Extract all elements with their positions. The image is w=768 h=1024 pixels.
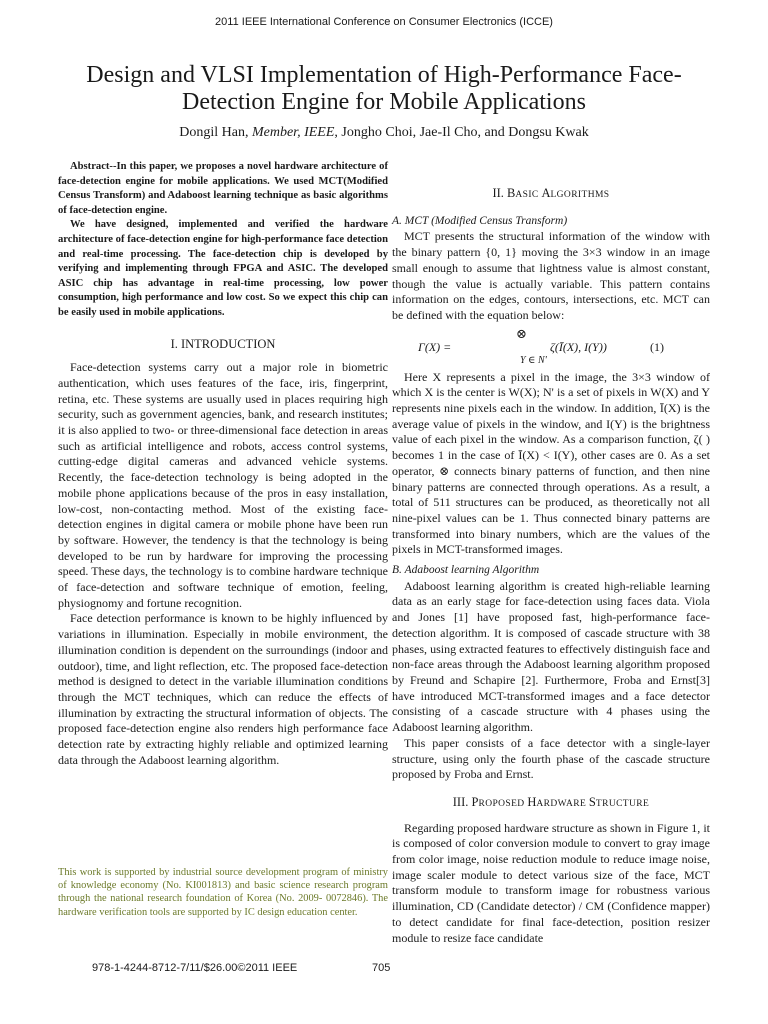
author-rest: , Jongho Choi, Jae-Il Cho, and Dongsu Kwak: [334, 125, 589, 140]
hw-heading-part-e: S: [588, 794, 596, 809]
section-introduction-heading: I. INTRODUCTION: [170, 336, 276, 351]
heading-part-c: A: [541, 186, 551, 200]
footer-isbn: 978-1-4244-8712-7/11/$26.00©2011 IEEE: [92, 962, 298, 974]
funding-footnote: [58, 866, 388, 919]
heading-part-d: LGORITHMS: [550, 190, 610, 200]
abstract-paragraph-2: We have designed, implemented and verified the hardware architecture of face-detection engine for high-performance face detection and real-time processing. The face-detection chip is developed by verifying and implementing through FPGA and ASIC. The developed ASIC chip has advantage in real-time processing, low power consumption, high performance and low cost. So we expect this chip can be easily used in mobile applications.: [58, 219, 388, 318]
equation-lhs: Γ(X) =: [418, 339, 452, 354]
paper-title: [60, 62, 708, 116]
adaboost-paragraph-1: Adaboost learning algorithm is created high-reliable learning data as an early stage for face-detection using faces data. Viola and Jones [1] have proposed fast, high-performance face-detection algorithm. It is composed of cascade structure with 38 phases, using extracted features to effectively distinguish face and non-face areas through the Adaboost learning algorithm proposed by Freund and Schapire [2]. Furthermore, Froba and Ernst[3] have introduced MCT-transformed images and a face detector consisting of a cascade structure with 4 phases using the Adaboost learning algorithm.: [392, 578, 710, 735]
subsection-adaboost-heading: B. Adaboost learning Algorithm: [392, 564, 540, 577]
adaboost-paragraph-2: This paper consists of a face detector with a single-layer structure, using only the fourth phase of the cascade structure proposed by Froba and Ernst.: [392, 735, 710, 782]
hardware-paragraph-1: Regarding proposed hardware structure as shown in Figure 1, it is composed of color conversion module to convert to gray image from color image, noise reduction module to reduce image noise, image scaler module to detect various size of the face, MCT transform module to transform image for robustness various illumination, CD (Candidate detector) / CM (Confidence mapper) to detect candidate for final face-detection, position resizer module to resize face candidate: [392, 820, 710, 945]
left-column: [58, 160, 388, 769]
abstract: [58, 160, 388, 321]
author-list: [60, 125, 708, 141]
section-basic-algorithms-heading: [392, 186, 710, 204]
section-hardware-heading: [392, 795, 710, 813]
conference-header: 2011 IEEE International Conference on Consumer Electronics (ICCE): [215, 16, 553, 28]
subsection-mct-heading: A. MCT (Modified Census Transform): [392, 214, 568, 227]
hw-heading-part-c: H: [527, 794, 537, 809]
page-number: 705: [372, 962, 391, 974]
heading-part-b: ASIC: [515, 190, 542, 200]
author-first: Dongil Han,: [179, 125, 252, 140]
equation-operator: ⊗: [516, 325, 527, 341]
intro-paragraph-1: Face-detection systems carry out a major role in biometric authentication, which uses features of the face, iris, fingerprint, retina, etc. These systems are usually used in places requiring high security, such as government agencies, bank, and research institutes; it is also applied to two- or three-dimensional face detection in areas such as artificial intelligence and robots, access control systems, cutting-edge digital cameras and advanced vehicle systems. Recently, the face-detection technology is being adopted in the mobile phone applications because of the pros in easy installation, low-cost, non-contacting method. Most of the existing face-detection engines in digital camera or mobile phone have been run by software. However, the tendency is that the technology is being developed to be run by hardware for improving the processing speed. These days, the technology is to combine hardware technique of face-detection and software technique of emotion, feeling, physiognomy and fortune recognition.: [58, 360, 388, 610]
equation-number: (1): [650, 339, 664, 354]
equation-1: [392, 324, 710, 370]
title-line-2: Detection Engine for Mobile Applications: [182, 89, 586, 115]
hw-heading-part-b: ROPOSED: [478, 798, 528, 809]
mct-paragraph-2: Here X represents a pixel in the image, the 3×3 window of which X is the center is W(X); N' is a set of pixels in W(X) and Y represents nine pixels each in the window. In addition, Ī(X) is the average value of pixels in the window, and I(Y) is the brightness value of each pixel in the window. As a comparison function, ζ( ) becomes 1 in the case of Ī(X) < I(Y), other cases are 0. As a set operator, ⊗ connects binary patterns of function, and then nine binary patterns are connected through operations. As a result, a total of 511 structures can be produced, as theoretically not all nine-pixel values can be 1. Thus connected binary patterns are transformed into binary numbers, which are the values of the pixels in MCT-transformed images.: [392, 369, 710, 557]
intro-paragraph-2: Face detection performance is known to be highly influenced by variations in illumination. Especially in mobile environment, the illumination condition is dependent on the surroundings (indoor and outdoor), time, and light reflection, etc. The proposed face-detection method is designed to detect in the variable illumination conditions through the MCT techniques, which can reduce the effects of illumination by extracting the structural information of objects. The proposed face-detection engine also renders high performance face detection rate by extracting highly reliable and optimized learning data through the Adaboost learning algorithm.: [58, 611, 388, 767]
hw-heading-part-a: III. P: [452, 794, 479, 809]
title-line-1: Design and VLSI Implementation of High-Performance Face-: [86, 62, 682, 88]
equation-subscript: Y ∈ N': [520, 354, 547, 366]
right-column: [392, 160, 710, 946]
abstract-paragraph-1: Abstract--In this paper, we proposes a novel hardware architecture of face-detection engine for mobile applications. We used MCT(Modified Census Transform) and Adaboost learning technique as basic algorithms of face-detection engine.: [58, 161, 388, 216]
author-role: Member, IEEE: [251, 125, 335, 140]
hw-heading-part-f: TRUCTURE: [595, 798, 650, 809]
hw-heading-part-d: ARDWARE: [536, 798, 589, 809]
mct-paragraph-1: MCT presents the structural information of the window with the binary pattern {0, 1} moving the 3×3 window in an image small enough to assume that lightness value is almost constant, though the value is actually variable. This pattern contains information on the edges, contours, intersections, etc. MCT can be defined with the equation below:: [392, 229, 710, 322]
heading-part-a: II. B: [492, 186, 516, 200]
equation-rhs: ζ(Ī(X), I(Y)): [550, 339, 607, 354]
footnote-text: This work is supported by industrial source development program of ministry of knowledge economy (No. KI001813) and basic science research program through the national research foundation of Korea (No. 2009- 0072846). The hardware verification tools are supported by IC design education center.: [58, 867, 388, 918]
